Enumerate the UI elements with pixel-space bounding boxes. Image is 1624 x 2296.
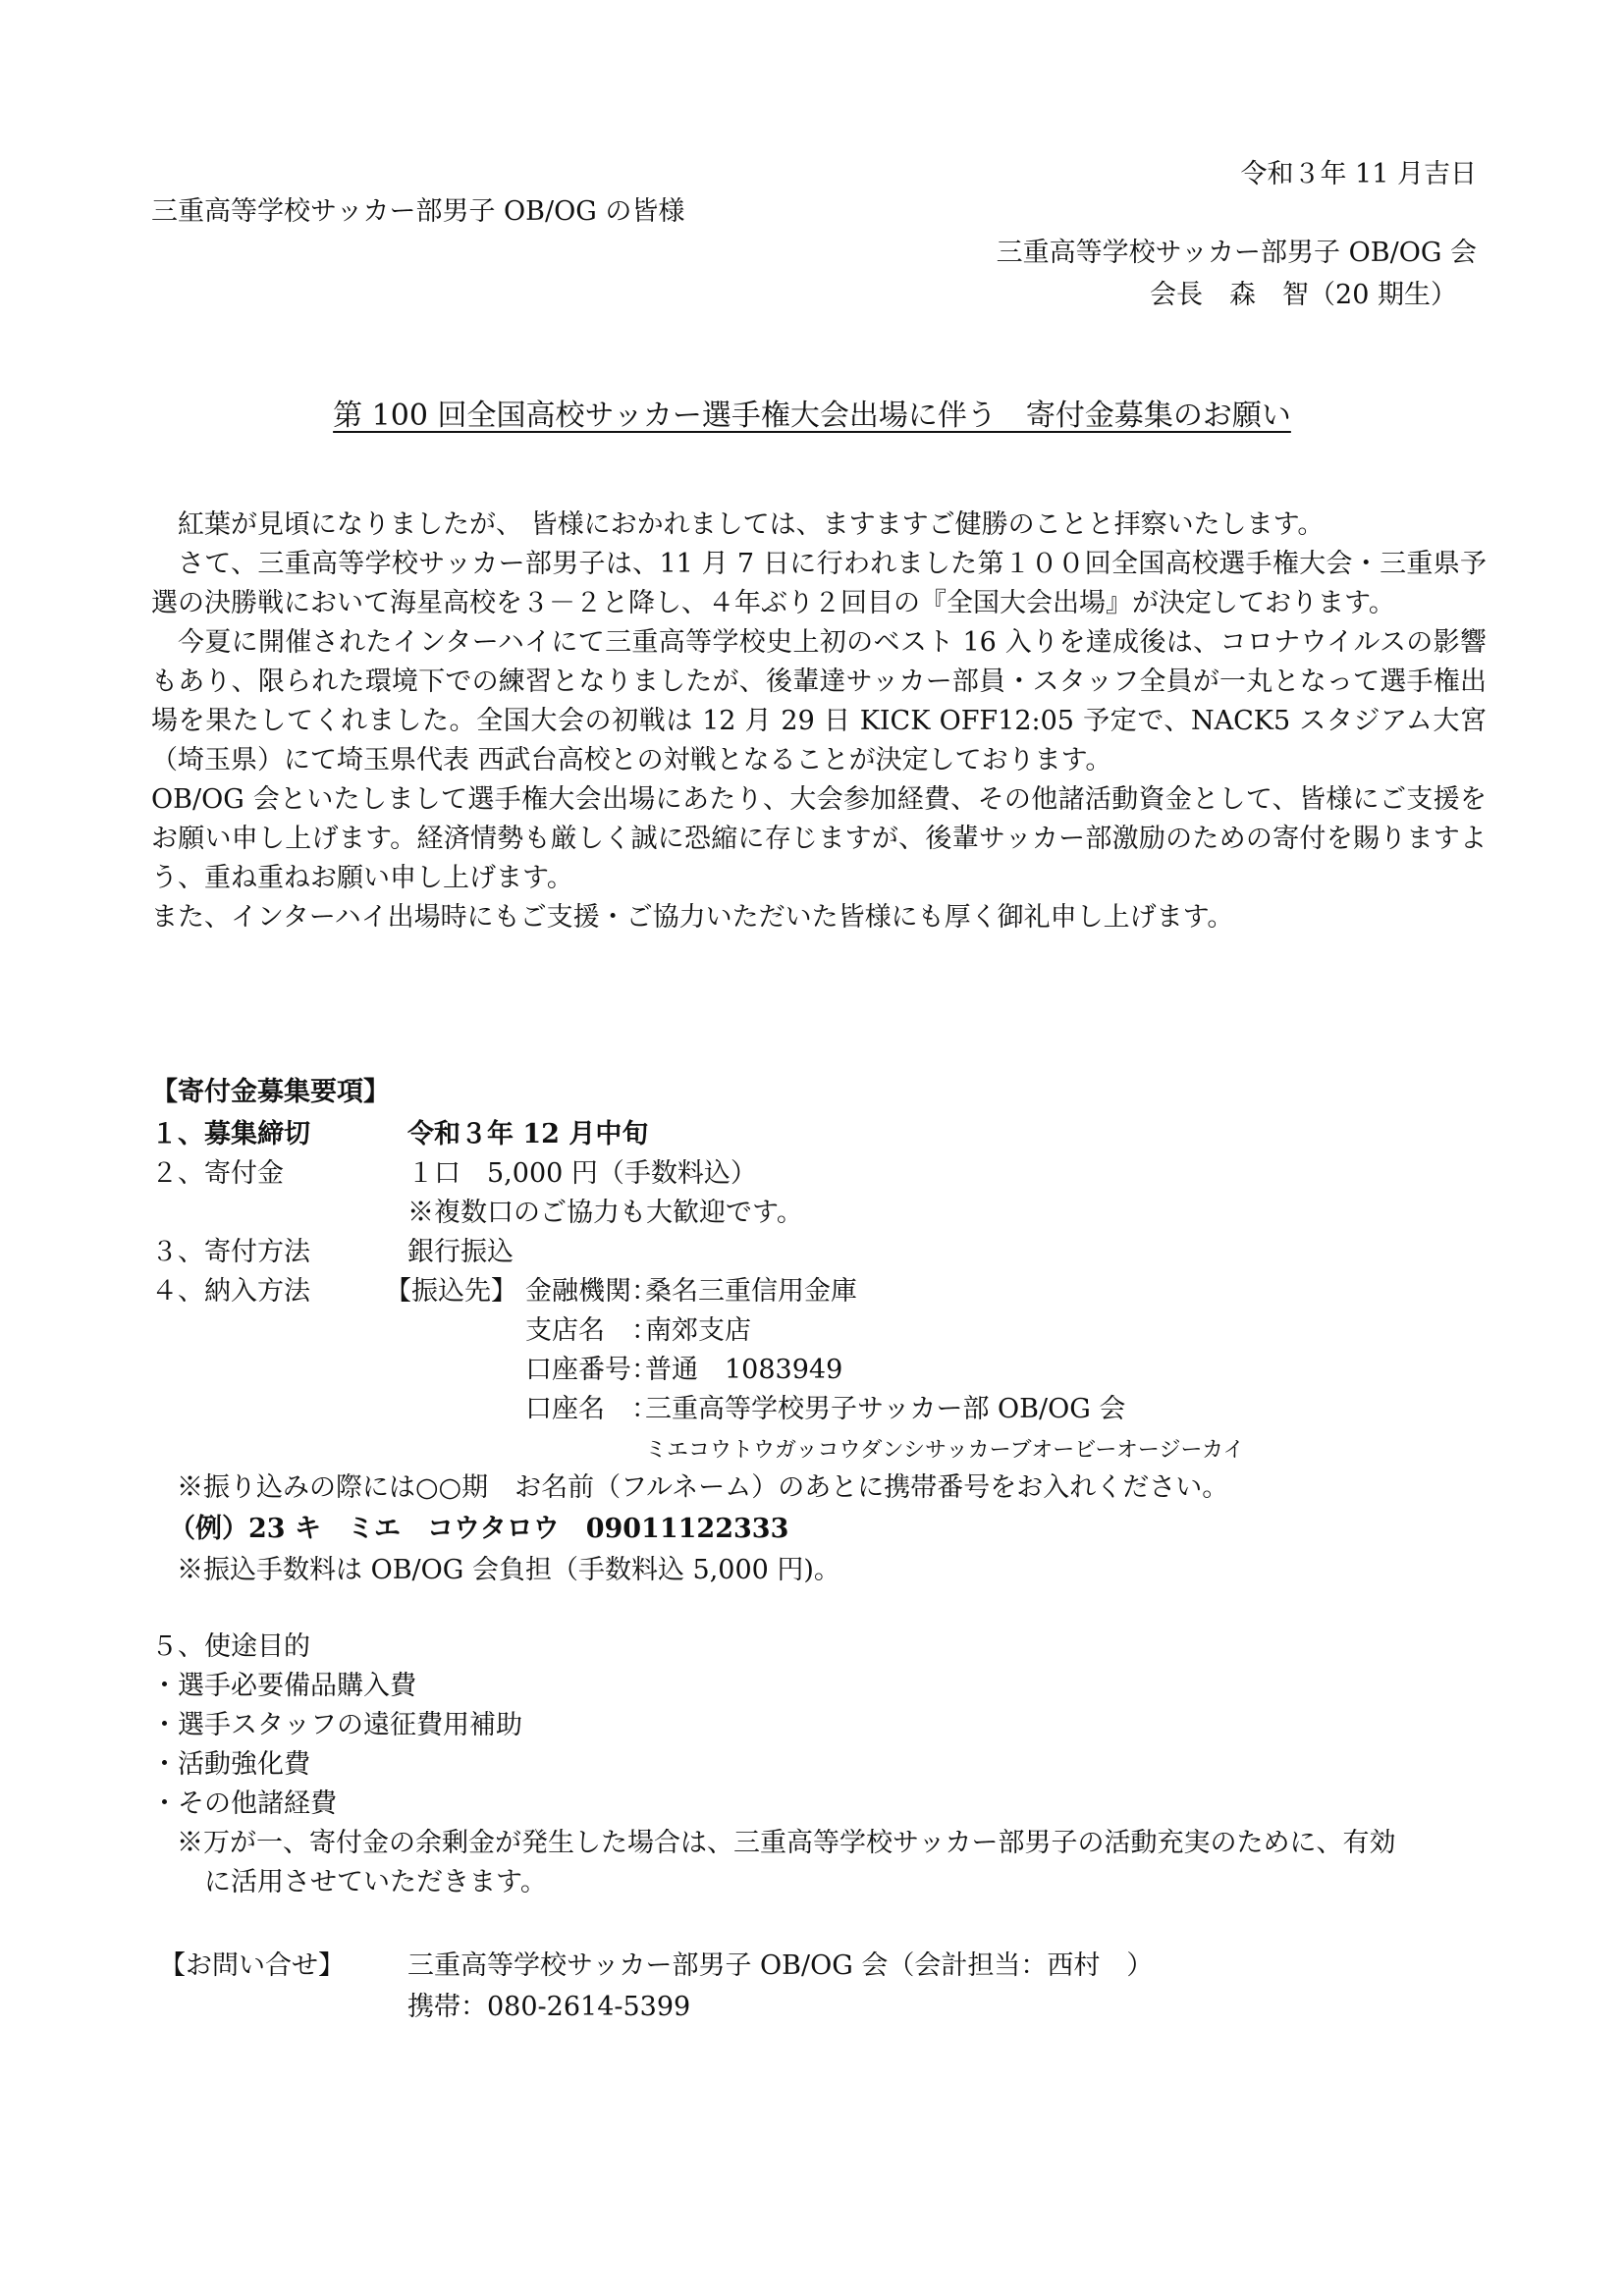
account-number-label: 口座番号：: [525, 1355, 658, 1385]
account-name-value: 三重高等学校男子サッカー部 OB/OG 会: [645, 1394, 1126, 1424]
method-value: 銀行振込: [407, 1237, 514, 1267]
branch-value: 南郊支店: [645, 1315, 751, 1346]
branch-label: 支店名 ：: [525, 1315, 658, 1346]
surplus-note-line-1: ※万が一、寄付金の余剰金が発生した場合は、三重高等学校サッカー部男子の活動充実のために、有効: [177, 1828, 1396, 1858]
sender-name: 会長 森 智（20 期生）: [1150, 280, 1457, 310]
body-paragraph-3: 今夏に開催されたインターハイにて三重高等学校史上初のベスト 16 入りを達成後は、コロナウイルスの影響もあり、限られた環境下での練習となりましたが、後輩達サッカー部員・スタッフ全員が一丸となって選手権出場を果たしてくれました。全国大会の初戦は 12 月 29 日 KICK OFF12:05 予定で、NACK5 スタジアム大宮（埼玉県）にて埼玉県代表 西武台高校との対戦となることが決定しております。: [151, 627, 1487, 775]
deadline-label: １、募集締切: [151, 1119, 310, 1149]
contact-organization: 三重高等学校サッカー部男子 OB/OG 会（会計担当：西村 ）: [407, 1950, 1154, 1981]
transfer-label: 【振込先】: [385, 1276, 517, 1307]
account-name-kana: ミエコウトウガッコウダンシサッカーブオービーオージーカイ: [645, 1438, 1245, 1463]
account-number-value: 普通 1083949: [645, 1355, 843, 1385]
transfer-example: （例）23 キ ミエ コウタロウ 09011122333: [169, 1514, 789, 1544]
contact-phone: 携帯：080-2614-5399: [407, 1992, 691, 2022]
body-paragraph-2: さて、三重高等学校サッカー部男子は、11 月 7 日に行われました第１００回全国高校選手権大会・三重県予選の決勝戦において海星高校を３－２と降し、４年ぶり２回目の『全国大会出場』が決定しております。: [151, 549, 1487, 618]
letter-body: [151, 506, 1487, 937]
amount-label: ２、寄付金: [151, 1158, 284, 1189]
purpose-item: ・選手スタッフの遠征費用補助: [151, 1710, 522, 1740]
deadline-value: 令和３年 12 月中旬: [407, 1119, 649, 1149]
purpose-heading: ５、使途目的: [151, 1631, 310, 1662]
bank-label: 金融機関：: [525, 1276, 658, 1307]
purpose-item: ・その他諸経費: [151, 1789, 337, 1819]
document-title: [0, 397, 1624, 436]
method-label: ３、寄付方法: [151, 1237, 310, 1267]
bank-value: 桑名三重信用金庫: [645, 1276, 857, 1307]
details-heading: 【寄付金募集要項】: [151, 1077, 390, 1107]
issue-date: 令和３年 11 月吉日: [1240, 159, 1477, 189]
account-name-label: 口座名 ：: [525, 1394, 658, 1424]
fee-note: ※振込手数料は OB/OG 会負担（手数料込 5,000 円)。: [177, 1555, 840, 1585]
purpose-item: ・活動強化費: [151, 1749, 310, 1780]
recipient-line: 三重高等学校サッカー部男子 OB/OG の皆様: [151, 196, 685, 227]
payment-label: ４、納入方法: [151, 1276, 310, 1307]
transfer-note: ※振り込みの際には○○期 お名前（フルネーム）のあとに携帯番号をお入れください。: [177, 1472, 1229, 1503]
surplus-note-line-2: に活用させていただきます。: [204, 1867, 547, 1897]
document-title-text: 第 100 回全国高校サッカー選手権大会出場に伴う 寄付金募集のお願い: [333, 399, 1291, 433]
body-paragraph-5: また、インターハイ出場時にもご支援・ご協力いただいた皆様にも厚く御礼申し上げます。: [151, 902, 1234, 933]
contact-label: 【お問い合せ】: [159, 1950, 345, 1981]
body-paragraph-1: 紅葉が見頃になりましたが、 皆様におかれましては、ますますご健勝のことと拝察いたします。: [178, 509, 1325, 540]
amount-value: １口 5,000 円（手数料込）: [407, 1158, 757, 1189]
sender-organization: 三重高等学校サッカー部男子 OB/OG 会: [996, 238, 1477, 268]
purpose-item: ・選手必要備品購入費: [151, 1671, 416, 1701]
amount-note: ※複数口のご協力も大歓迎です。: [407, 1198, 803, 1228]
body-paragraph-4: OB/OG 会といたしまして選手権大会出場にあたり、大会参加経費、その他諸活動資金として、皆様にご支援をお願い申し上げます。経済情勢も厳しく誠に恐縮に存じますが、後輩サッカー部激励のための寄付を賜りますよう、重ね重ねお願い申し上げます。: [151, 784, 1487, 893]
